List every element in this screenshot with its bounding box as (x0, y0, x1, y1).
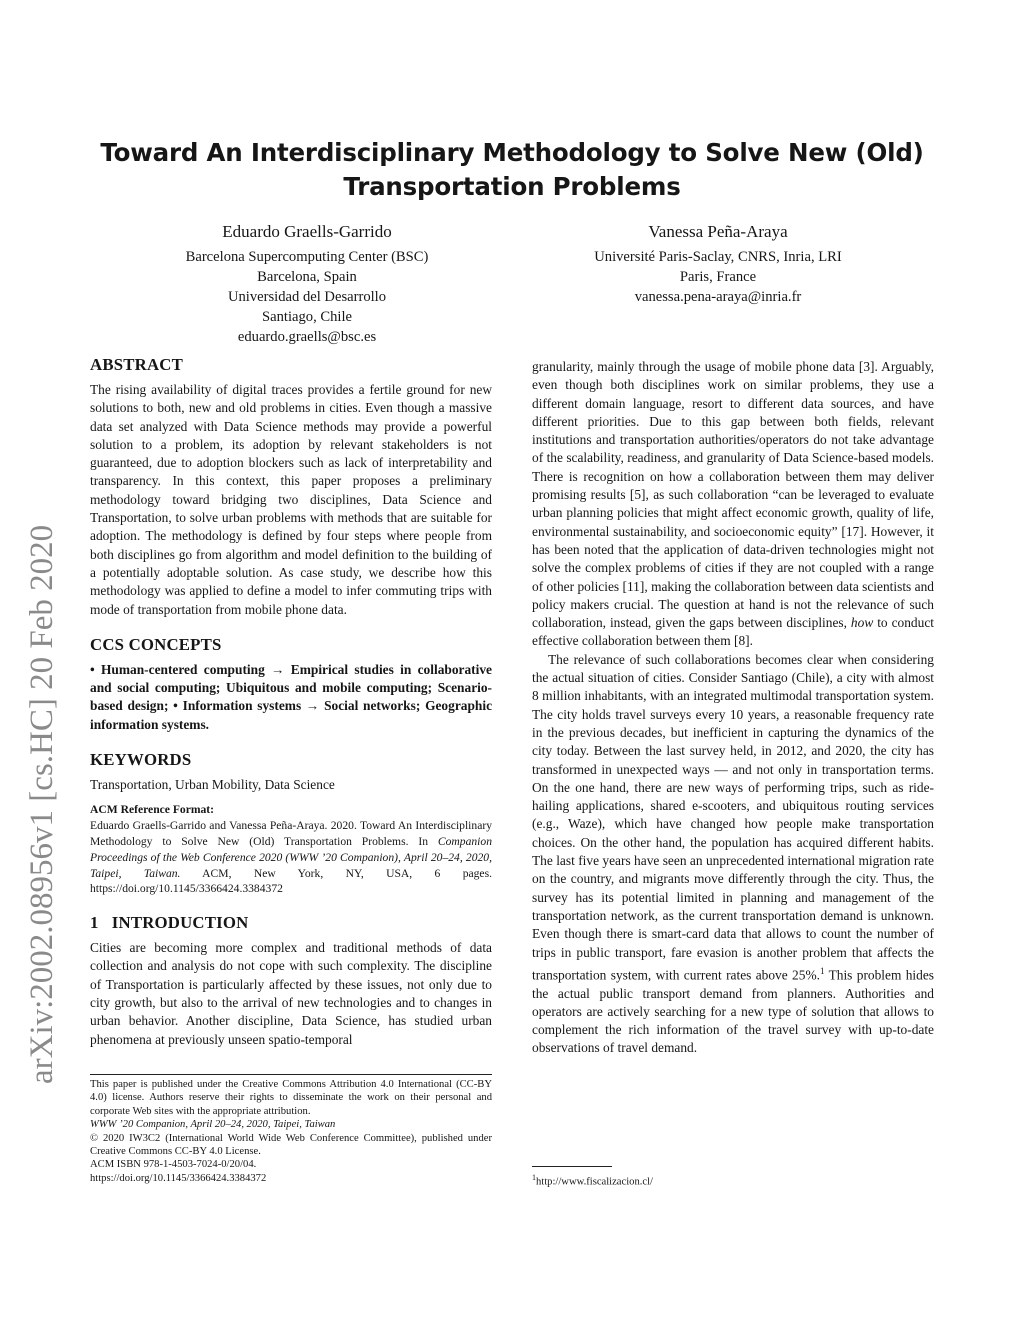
ccs-end: . (205, 716, 210, 732)
ccs-separator: ; (215, 680, 227, 696)
author-name: Eduardo Graells-Garrido (222, 222, 392, 241)
left-column (90, 355, 492, 1049)
author-location: Santiago, Chile (262, 309, 352, 325)
paragraph-text: to conduct effective collaboration between them [8]. (532, 615, 934, 649)
body-paragraph (532, 651, 934, 1058)
acm-ref-venue: Companion Proceedings of the Web Conference 2020 (WWW ’20 Companion), April 20–24, 2020, Taipei, Taiwan. (90, 834, 492, 880)
abstract-heading: ABSTRACT (90, 355, 183, 374)
doi-link[interactable]: https://doi.org/10.1145/3366424.3384372 (90, 1172, 267, 1184)
author-affiliation: Universidad del Desarrollo (227, 289, 387, 305)
title-line-1: Toward An Interdisciplinary Methodology to Solve New (Old) (100, 138, 924, 167)
copyright-note: © 2020 IW3C2 (International World Wide Web Conference Committee), published under Creative Commons CC-BY 4.0 License. (90, 1132, 492, 1158)
author-name: Vanessa Peña-Araya (648, 222, 788, 241)
arrow-icon: → (264, 661, 291, 677)
acm-ref-part: ACM, New York, NY, USA, 6 pages. https://doi.org/10.1145/3366424.3384372 (90, 866, 492, 896)
license-note: This paper is published under the Creative Commons Attribution 4.0 International (CC-BY 4.0) license. Authors reserve their rights to disseminate the work on their personal and corporate Web sites with the appropriate attribution. (90, 1079, 492, 1117)
author-block-2 (550, 221, 886, 307)
author-affiliation: Barcelona Supercomputing Center (BSC) (185, 249, 429, 265)
arxiv-identifier: arXiv:2002.08956v1 [cs.HC] 20 Feb 2020 (24, 524, 60, 1084)
acm-reference (90, 802, 492, 897)
ccs-item: Empirical studies in collaborative and social computing (90, 661, 492, 696)
ccs-item: Social networks (324, 698, 416, 714)
paper-title (60, 136, 964, 204)
ccs-item: Ubiquitous and mobile computing (226, 680, 428, 696)
ccs-category: • Human-centered computing (90, 661, 265, 677)
right-column (532, 358, 934, 1058)
author-email: vanessa.pena-araya@inria.fr (634, 289, 802, 305)
footnote-number: 1 (532, 1173, 536, 1182)
emphasis-text: how (850, 615, 874, 631)
footnote-rule (90, 1074, 492, 1075)
ccs-item: Scenario-based design (90, 680, 493, 714)
ccs-concepts (90, 661, 492, 734)
keywords-heading: KEYWORDS (90, 750, 192, 770)
paragraph-text: granularity, mainly through the usage of mobile phone data [3]. Arguably, even though both disciplines work on similar problems, they use a different domain language, resort to different data sources, and have different priorities. Due to this gap between both fields, relevant institutions and transportation authorities/operators do not take advantage of the scalability, readiness, and granularity of Data Science-based models. There is recognition on how a collaboration between them may deliver promising results [5], as such collaboration “can be leveraged to evaluate urban planning policies that might affect economic growth, quality of life, environmental sustainability, and socioeconomic equity” [17]. However, it has been noted that the application of data-driven technologies might not solve the complex problems of cities if they are not coupled with a range of other policies [11], making the collaboration between data scientists and policy makers crucial. The question at hand is not the relevance of such collaboration, instead, given the gaps between disciplines, (532, 359, 934, 631)
title-line-2: Transportation Problems (343, 172, 681, 201)
ccs-item: Geographic information systems (90, 698, 493, 732)
ccs-separator: ; (427, 680, 438, 696)
acm-ref-text (90, 818, 492, 897)
ccs-separator: ; (415, 698, 426, 714)
arrow-icon: → (301, 698, 325, 714)
paragraph-text: The relevance of such collaborations becomes clear when considering the actual situation of cities. Consider Santiago (Chile), a city with almost 8 million inhabitants, with an integrated multimodal transportation system. The city holds travel surveys every 10 years, a reasonable frequency rate in the previous decades, but inefficient in capturing the dynamics of the city today. Between the last survey held, in 2012, and 2020, the city has transformed in unexpected ways — and not only in transportation terms. On the one hand, there are new ways of performing trips, such as ride-hailing applications, shared e-scooters, and ubiquitous routing services (e.g., Waze), which have changed how people make transportation choices. On the other hand, the population has acquired different habits. The last five years have seen an unprecedented international migration rate on the country, and migrants move differently through the city. Thus, the survey has its potential limited in planning and management of the transportation network, as the current transportation demand is unknown. Even though there is smart-card data that allows to count the number of trips in public transport, fare evasion is another problem that affects the transportation system, with current rates above 25%. (532, 651, 934, 983)
author-email: eduardo.graells@bsc.es (237, 329, 377, 345)
acm-ref-heading: ACM Reference Format: (90, 803, 215, 817)
author-affiliation: Université Paris-Saclay, CNRS, Inria, LRI (594, 249, 842, 265)
author-block-1 (140, 221, 474, 347)
conference-note: WWW ’20 Companion, April 20–24, 2020, Taipei, Taiwan (90, 1119, 336, 1131)
intro-paragraph: Cities are becoming more complex and traditional methods of data collection and analysis do not cope with such complexity. The discipline of Transportation is particularly affected by these issues, not only due to city growth, but also to the arrival of new technologies and to changes in urban behavior. Another discipline, Data Science, has studied urban phenomena at previously unseen spatio-temporal (90, 940, 492, 1047)
author-location: Paris, France (679, 269, 757, 285)
ccs-heading: CCS CONCEPTS (90, 634, 222, 654)
body-paragraph (532, 358, 934, 651)
right-footnote (532, 1166, 653, 1189)
paragraph-text: This problem hides the actual public transport demand from planners. Authorities and operators are actively searching for a new type of solution that allows to complement the rich information of the travel survey with up-to-date observations of travel demand. (532, 967, 935, 1056)
footnote-url[interactable]: http://www.fiscalizacion.cl/ (536, 1176, 653, 1188)
isbn-note: ACM ISBN 978-1-4503-7024-0/20/04. (90, 1159, 257, 1171)
footnote-rule (532, 1166, 612, 1167)
introduction-heading: 1 INTRODUCTION (90, 913, 249, 933)
ccs-separator: ; (163, 698, 174, 714)
footnote-marker[interactable]: 1 (819, 965, 825, 976)
footnote-block (90, 1074, 492, 1185)
footnote-1 (532, 1171, 653, 1189)
ccs-category: • Information systems (173, 698, 302, 714)
acm-ref-part: Eduardo Graells-Garrido and Vanessa Peña-Araya. 2020. Toward An Interdisciplinary Methodology to Solve New (Old) Transportation Problems. In (90, 819, 492, 848)
keywords-text: Transportation, Urban Mobility, Data Science (90, 777, 335, 793)
author-location: Barcelona, Spain (257, 269, 357, 285)
abstract-text: The rising availability of digital traces provides a fertile ground for new solutions to both, new and old problems in cities. Even though a massive data set analyzed with Data Science methods may provide a powerful solution to a problem, its adoption by relevant stakeholders is not guaranteed, due to adoption blockers such as lack of interpretability and transparency. In this context, this paper proposes a preliminary methodology toward bridging two disciplines, Data Science and Transportation, to solve urban problems with methods that are suitable for adoption. The methodology is defined by four steps where people from both disciplines go from algorithm and model definition to the building of a potentially adoptable solution. As case study, we describe how this methodology was applied to define a model to infer commuting trips with mode of transportation from mobile phone data. (90, 382, 492, 617)
